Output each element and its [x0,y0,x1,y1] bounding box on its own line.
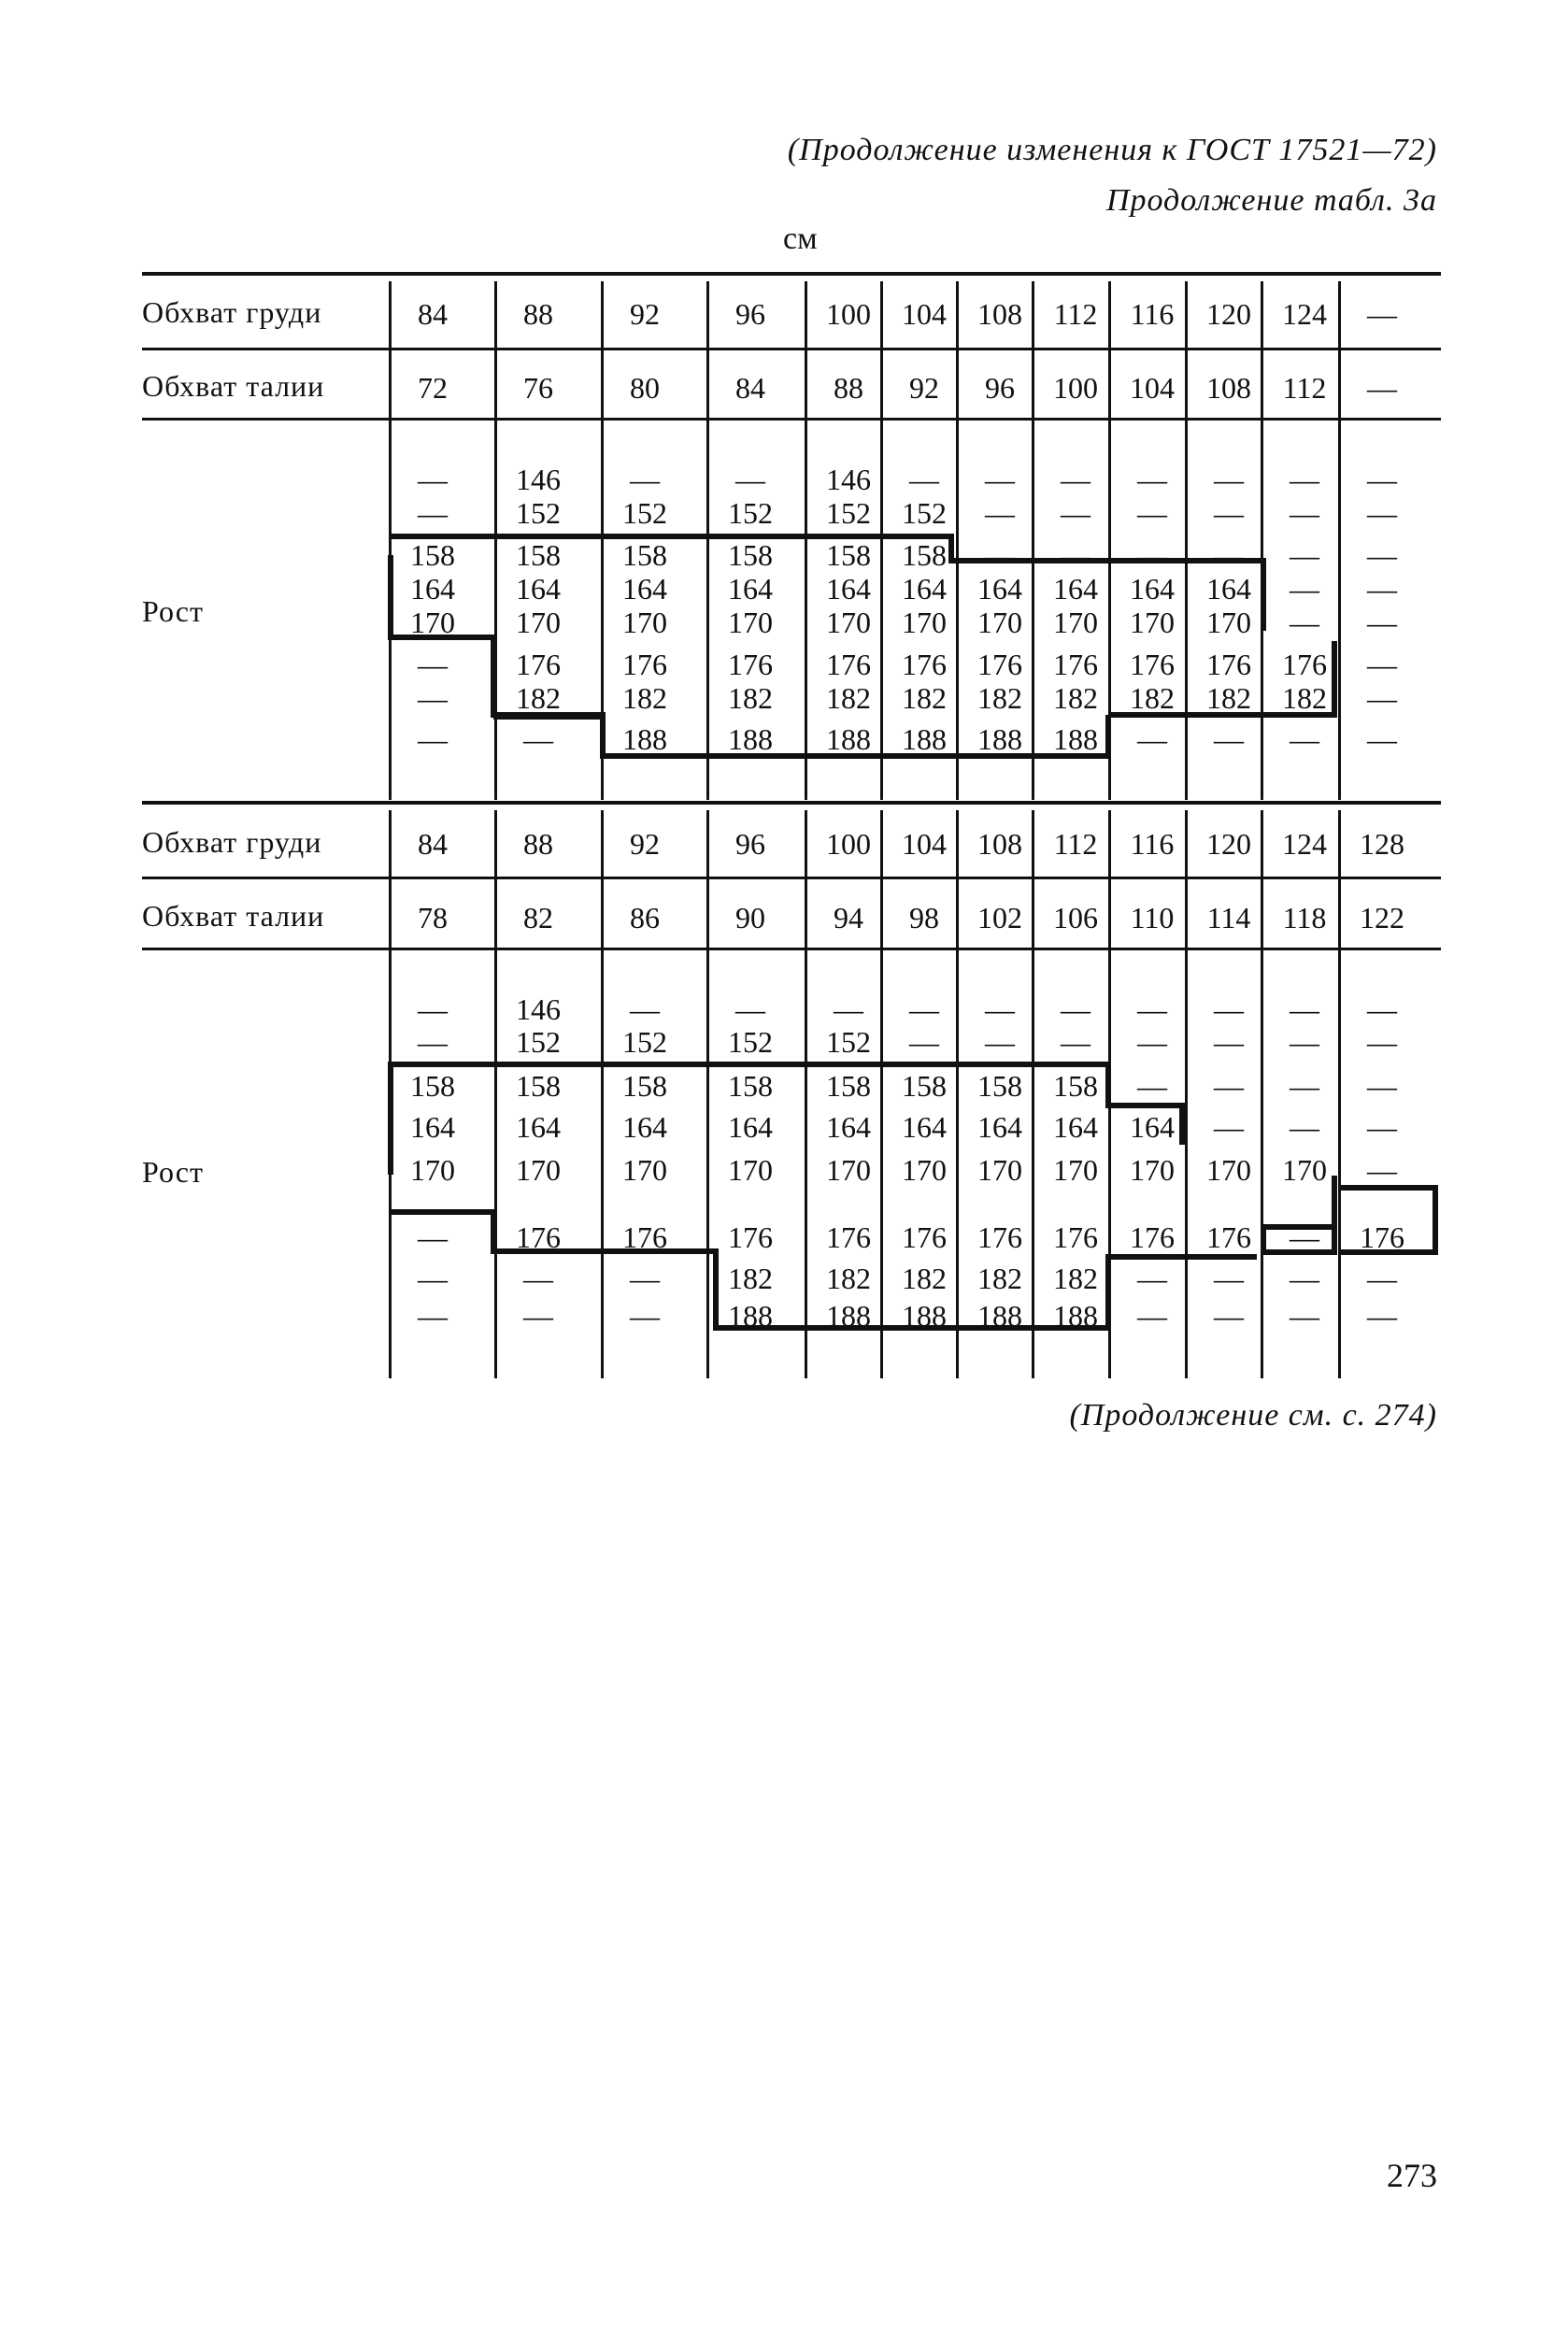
height-value: 188 [622,722,667,756]
height-value: 182 [622,681,667,715]
height-value: — [985,538,1015,572]
height-value: 182 [1053,1262,1098,1295]
waist-value: 98 [909,901,939,934]
height-value: 176 [1360,1220,1404,1254]
height-value: 164 [977,1110,1022,1144]
height-value: 170 [410,1153,455,1187]
height-value: — [1137,496,1167,530]
height-value: 164 [516,1110,561,1144]
height-value: — [985,463,1015,496]
height-value: 176 [977,1220,1022,1254]
height-value: 158 [516,1069,561,1103]
height-value: 170 [902,1153,947,1187]
height-value: 182 [902,681,947,715]
chest-value: 108 [977,827,1022,861]
height-value: 158 [622,1069,667,1103]
height-value: 146 [516,992,561,1026]
height-value: 170 [1206,1153,1251,1187]
height-value: — [1367,463,1397,496]
height-value: 176 [622,1220,667,1254]
height-value: 152 [902,496,947,530]
waist-value: 106 [1053,901,1098,934]
height-value: 176 [1282,648,1327,681]
height-value: 170 [1053,606,1098,639]
height-value: — [1367,1110,1397,1144]
height-value: — [1137,722,1167,756]
chest-value: 120 [1206,827,1251,861]
height-value: — [1367,1262,1397,1295]
height-value: 176 [1206,1220,1251,1254]
height-value: 152 [728,1025,773,1059]
height-value: 170 [516,1153,561,1187]
height-value: 146 [826,463,871,496]
height-label: Рост [142,1155,204,1189]
height-value: — [1290,463,1319,496]
chest-value: 108 [977,297,1022,331]
chest-value: 100 [826,297,871,331]
height-value: 170 [1282,1153,1327,1187]
height-value: 188 [728,1299,773,1333]
chest-value: 84 [418,827,448,861]
height-value: 182 [826,681,871,715]
height-value: 176 [826,1220,871,1254]
height-value: 170 [902,606,947,639]
height-value: 188 [977,1299,1022,1333]
height-value: 188 [902,722,947,756]
height-value: — [1214,1069,1244,1103]
height-value: 152 [826,496,871,530]
height-value: 158 [410,1069,455,1103]
height-value: 164 [826,572,871,606]
height-value: 176 [1130,648,1175,681]
height-value: 164 [977,572,1022,606]
height-value: 152 [826,1025,871,1059]
height-value: — [1367,572,1397,606]
waist-label: Обхват талии [142,899,325,933]
height-value: — [1367,722,1397,756]
height-value: — [523,1299,553,1333]
height-value: 182 [1206,681,1251,715]
height-value: — [418,648,448,681]
table-continuation-label: Продолжение табл. 3а [1105,183,1437,218]
height-value: 176 [902,648,947,681]
height-value: 182 [516,681,561,715]
waist-value: 86 [630,901,660,934]
height-value: — [1214,1110,1244,1144]
chest-value: 112 [1053,297,1098,331]
height-value: 182 [902,1262,947,1295]
height-value: — [1367,992,1397,1026]
height-value: — [418,1220,448,1254]
height-value: — [1061,496,1090,530]
height-value: 170 [1206,606,1251,639]
height-value: — [1290,496,1319,530]
height-value: 176 [1053,1220,1098,1254]
waist-value: 122 [1360,901,1404,934]
height-value: — [418,681,448,715]
height-value: 164 [1053,572,1098,606]
waist-value: 104 [1130,371,1175,405]
height-value: 176 [728,1220,773,1254]
chest-label: Обхват груди [142,295,322,329]
height-value: 188 [826,722,871,756]
height-value: 158 [977,1069,1022,1103]
waist-label: Обхват талии [142,369,325,403]
waist-value: — [1367,371,1397,405]
height-value: 176 [622,648,667,681]
height-value: 158 [1053,1069,1098,1103]
height-value: 164 [1206,572,1251,606]
height-value: 152 [728,496,773,530]
continuation-header: (Продолжение изменения к ГОСТ 17521—72) [787,133,1437,167]
height-value: 176 [1206,648,1251,681]
height-value: 164 [902,572,947,606]
height-value: 158 [410,538,455,572]
chest-value: 112 [1053,827,1098,861]
size-range-boundary [1263,1176,1334,1252]
chest-value: 100 [826,827,871,861]
waist-value: 100 [1053,371,1098,405]
height-value: 176 [977,648,1022,681]
chest-value: 104 [902,297,947,331]
height-value: 182 [1130,681,1175,715]
height-value: 164 [826,1110,871,1144]
height-value: 158 [826,538,871,572]
height-value: — [1214,1025,1244,1059]
chest-value: 116 [1130,297,1175,331]
height-value: 158 [902,1069,947,1103]
height-value: 176 [826,648,871,681]
size-range-boundary [391,1064,1182,1175]
height-value: — [1061,1025,1090,1059]
chest-value: 104 [902,827,947,861]
height-value: — [1367,1153,1397,1187]
height-value: 170 [977,1153,1022,1187]
height-value: 170 [826,1153,871,1187]
height-value: — [1214,496,1244,530]
height-value: 188 [826,1299,871,1333]
height-value: 188 [1053,722,1098,756]
height-value: 158 [902,538,947,572]
height-value: — [1061,463,1090,496]
height-value: — [985,992,1015,1026]
height-value: 170 [1053,1153,1098,1187]
height-value: 164 [728,1110,773,1144]
height-value: 164 [410,1110,455,1144]
height-value: 188 [977,722,1022,756]
waist-value: 72 [418,371,448,405]
height-value: 164 [1130,1110,1175,1144]
height-value: — [1290,538,1319,572]
height-value: 182 [977,1262,1022,1295]
height-value: — [1137,1069,1167,1103]
height-value: 152 [516,1025,561,1059]
height-value: 164 [622,1110,667,1144]
chest-value: 120 [1206,297,1251,331]
height-value: 170 [728,1153,773,1187]
chest-label: Обхват груди [142,825,322,859]
waist-value: 96 [985,371,1015,405]
height-value: — [1214,1299,1244,1333]
height-value: 176 [516,1220,561,1254]
height-value: — [523,722,553,756]
height-value: 170 [1130,1153,1175,1187]
continuation-footer: (Продолжение см. с. 274) [1069,1398,1437,1433]
chest-value: 84 [418,297,448,331]
height-value: 164 [410,572,455,606]
height-value: 158 [728,1069,773,1103]
height-value: — [1367,538,1397,572]
height-value: — [1137,992,1167,1026]
height-value: — [985,496,1015,530]
height-value: — [1290,1110,1319,1144]
waist-value: 108 [1206,371,1251,405]
height-value: — [834,992,863,1026]
height-value: — [1290,1299,1319,1333]
chest-value: 92 [630,297,660,331]
height-value: 170 [622,1153,667,1187]
height-value: — [1214,463,1244,496]
height-value: 182 [728,681,773,715]
height-value: — [1367,648,1397,681]
height-value: — [1061,992,1090,1026]
height-value: 176 [1130,1220,1175,1254]
chest-value: 96 [735,827,765,861]
height-value: 164 [1130,572,1175,606]
height-value: 182 [977,681,1022,715]
height-value: — [1214,1262,1244,1295]
height-value: — [1290,1262,1319,1295]
height-value: — [418,722,448,756]
height-value: — [1214,992,1244,1026]
height-value: 164 [1053,1110,1098,1144]
height-value: — [985,1025,1015,1059]
height-value: 170 [622,606,667,639]
height-value: — [1367,606,1397,639]
height-value: 176 [902,1220,947,1254]
height-value: — [630,1262,660,1295]
height-value: 176 [728,648,773,681]
height-value: — [523,1262,553,1295]
waist-value: 114 [1206,901,1251,934]
height-value: 170 [826,606,871,639]
height-value: — [909,992,939,1026]
waist-value: 90 [735,901,765,934]
chest-value: 92 [630,827,660,861]
waist-value: 88 [834,371,863,405]
height-value: 152 [516,496,561,530]
waist-value: 94 [834,901,863,934]
height-value: 182 [1282,681,1327,715]
height-value: — [735,463,765,496]
waist-value: 76 [523,371,553,405]
height-value: 170 [516,606,561,639]
waist-value: 92 [909,371,939,405]
height-value: — [1290,722,1319,756]
height-value: 176 [1053,648,1098,681]
height-value: 188 [902,1299,947,1333]
height-value: — [1137,1025,1167,1059]
height-value: — [1367,681,1397,715]
height-value: 164 [728,572,773,606]
height-value: 182 [728,1262,773,1295]
size-range-boundary [391,1212,1257,1328]
waist-value: 80 [630,371,660,405]
height-value: — [418,992,448,1026]
height-value: 170 [977,606,1022,639]
chest-value: 88 [523,827,553,861]
height-value: 152 [622,1025,667,1059]
height-label: Рост [142,594,204,628]
height-value: — [1367,496,1397,530]
height-value: — [1290,1220,1319,1254]
waist-value: 110 [1130,901,1175,934]
height-value: 182 [826,1262,871,1295]
height-value: — [418,1299,448,1333]
height-value: — [418,1262,448,1295]
chest-value: 88 [523,297,553,331]
height-value: — [418,1025,448,1059]
height-value: 164 [516,572,561,606]
chest-value: 96 [735,297,765,331]
chest-value: 116 [1130,827,1175,861]
height-value: — [1367,1069,1397,1103]
height-value: — [1290,992,1319,1026]
waist-value: 118 [1282,901,1327,934]
height-value: 176 [516,648,561,681]
height-value: — [1214,722,1244,756]
height-value: — [735,992,765,1026]
height-value: — [1367,1025,1397,1059]
waist-value: 82 [523,901,553,934]
height-value: — [1290,572,1319,606]
height-value: 170 [1130,606,1175,639]
height-value: 170 [728,606,773,639]
height-value: 158 [728,538,773,572]
height-value: 188 [728,722,773,756]
height-value: 158 [622,538,667,572]
height-value: — [1137,463,1167,496]
height-value: 182 [1053,681,1098,715]
chest-value: 128 [1360,827,1404,861]
height-value: — [630,1299,660,1333]
waist-value: 84 [735,371,765,405]
height-value: — [909,463,939,496]
height-value: — [1367,1299,1397,1333]
height-value: — [1137,538,1167,572]
waist-value: 112 [1282,371,1327,405]
height-value: — [1290,1069,1319,1103]
height-value: 158 [826,1069,871,1103]
height-value: — [630,992,660,1026]
height-value: 158 [516,538,561,572]
chest-value: 124 [1282,827,1327,861]
height-value: — [1290,606,1319,639]
waist-value: 102 [977,901,1022,934]
units-label: см [783,221,818,256]
page-number: 273 [1387,2157,1437,2194]
height-value: — [1214,538,1244,572]
height-value: — [1137,1299,1167,1333]
height-value: 164 [622,572,667,606]
waist-value: 78 [418,901,448,934]
size-range-boundary [1340,1188,1435,1252]
height-value: — [1290,1025,1319,1059]
chest-value: 124 [1282,297,1327,331]
chest-value: — [1367,297,1397,331]
height-value: — [1137,1262,1167,1295]
height-value: — [418,496,448,530]
height-value: — [909,1025,939,1059]
height-value: 146 [516,463,561,496]
height-value: 152 [622,496,667,530]
height-value: — [418,463,448,496]
height-value: 164 [902,1110,947,1144]
height-value: 188 [1053,1299,1098,1333]
height-value: — [630,463,660,496]
height-value: — [1061,538,1090,572]
height-value: 170 [410,606,455,639]
